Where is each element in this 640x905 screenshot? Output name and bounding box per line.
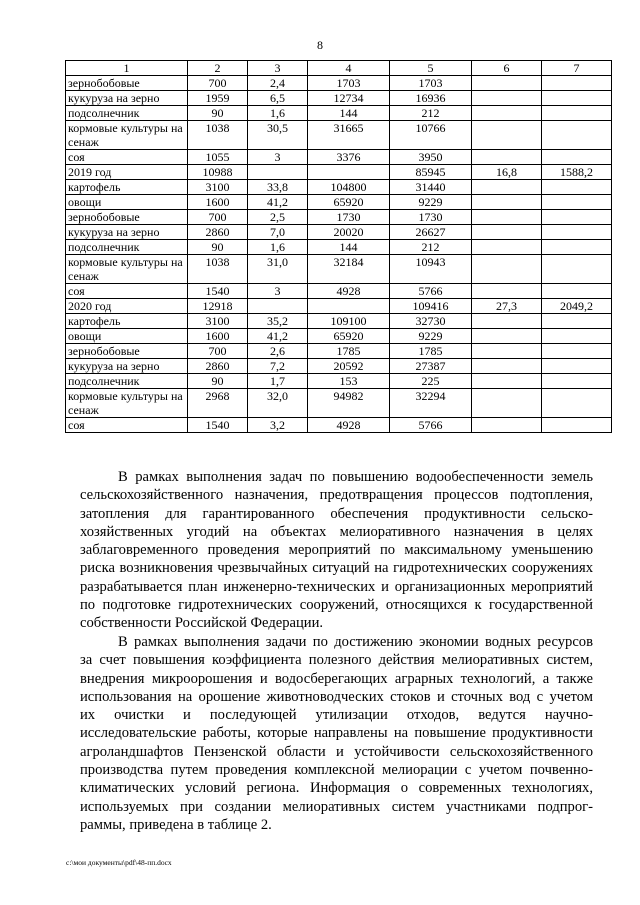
text-line: внедрения микроорошения и водосберегающих аграрных технологий, а также [80, 670, 593, 687]
value-cell [472, 76, 542, 91]
header-cell: 1 [66, 61, 188, 76]
value-cell: 7,2 [248, 359, 308, 374]
value-cell [542, 389, 612, 418]
value-cell [472, 91, 542, 106]
value-cell: 2049,2 [542, 299, 612, 314]
value-cell: 4928 [308, 418, 390, 433]
text-line: сельскохозяйственного назначения, предотвращения процессов подтопления, [80, 487, 593, 504]
value-cell: 65920 [308, 195, 390, 210]
value-cell [472, 389, 542, 418]
value-cell: 225 [390, 374, 472, 389]
text-line: за счет повышения коэффициента полезного действия мелиоративных систем, [80, 652, 593, 669]
header-cell: 7 [542, 61, 612, 76]
value-cell [542, 329, 612, 344]
value-cell: 109100 [308, 314, 390, 329]
table-row [66, 418, 612, 433]
value-cell [542, 240, 612, 255]
value-cell: 90 [188, 106, 248, 121]
value-cell: 3950 [390, 150, 472, 165]
text-line: В рамках выполнения задачи по достижению экономии водных ресурсов [118, 634, 593, 650]
value-cell [542, 106, 612, 121]
value-cell: 90 [188, 240, 248, 255]
table-row [66, 150, 612, 165]
text-line: риска возникновения чрезвычайных ситуаций на гидротехнических сооружениях [80, 560, 593, 577]
value-cell: 1730 [308, 210, 390, 225]
value-cell [472, 106, 542, 121]
value-cell: 32184 [308, 255, 390, 284]
table-header-row [66, 61, 612, 76]
value-cell: 1038 [188, 121, 248, 150]
row-label-cell: зернобобовые [66, 210, 188, 225]
value-cell [472, 255, 542, 284]
value-cell: 1588,2 [542, 165, 612, 180]
value-cell: 212 [390, 106, 472, 121]
row-label-cell: соя [66, 284, 188, 299]
value-cell: 35,2 [248, 314, 308, 329]
value-cell [472, 329, 542, 344]
value-cell: 1959 [188, 91, 248, 106]
table-row [66, 180, 612, 195]
value-cell: 1785 [390, 344, 472, 359]
table-row [66, 314, 612, 329]
file-path-footer: c:\мои документы\pdf\48-пп.docx [66, 858, 172, 867]
value-cell: 2,5 [248, 210, 308, 225]
row-label-cell: соя [66, 418, 188, 433]
text-line: агроландшафтов Пензенской области и устойчивости сельскохозяйственного [80, 743, 593, 760]
row-label-cell: картофель [66, 180, 188, 195]
value-cell: 4928 [308, 284, 390, 299]
text-line: собственности Российской Федерации. [80, 615, 324, 632]
table-row [66, 121, 612, 150]
value-cell: 90 [188, 374, 248, 389]
value-cell: 31440 [390, 180, 472, 195]
value-cell [472, 195, 542, 210]
header-cell: 2 [188, 61, 248, 76]
value-cell: 20592 [308, 359, 390, 374]
value-cell: 153 [308, 374, 390, 389]
value-cell: 3,2 [248, 418, 308, 433]
table-row [66, 225, 612, 240]
value-cell [472, 121, 542, 150]
text-line: используемых при создании мелиоративных систем участниками подпрог- [80, 798, 593, 815]
row-label-cell: соя [66, 150, 188, 165]
value-cell: 104800 [308, 180, 390, 195]
row-label-cell: подсолнечник [66, 240, 188, 255]
value-cell: 31,0 [248, 255, 308, 284]
value-cell: 1600 [188, 195, 248, 210]
value-cell: 26627 [390, 225, 472, 240]
value-cell: 12918 [188, 299, 248, 314]
value-cell [542, 76, 612, 91]
value-cell: 2860 [188, 225, 248, 240]
value-cell: 1600 [188, 329, 248, 344]
value-cell [472, 240, 542, 255]
row-label-cell: кукуруза на зерно [66, 91, 188, 106]
value-cell: 27387 [390, 359, 472, 374]
row-label-cell: овощи [66, 195, 188, 210]
text-line: В рамках выполнения задач по повышению водообеспеченности земель [118, 469, 593, 485]
value-cell [542, 255, 612, 284]
value-cell [472, 150, 542, 165]
value-cell: 2,4 [248, 76, 308, 91]
value-cell: 3376 [308, 150, 390, 165]
header-cell: 5 [390, 61, 472, 76]
row-label-cell: кормовые культуры на сенаж [66, 389, 188, 418]
value-cell: 94982 [308, 389, 390, 418]
value-cell [542, 195, 612, 210]
table-row [66, 299, 612, 314]
text-line: затопления для гарантированного обеспечения продуктивности сельско- [80, 505, 593, 522]
text-line: по подготовке гидротехнических сооружений, относящихся к государственной [80, 597, 593, 614]
value-cell: 9229 [390, 329, 472, 344]
row-label-cell: подсолнечник [66, 106, 188, 121]
row-label-cell: зернобобовые [66, 344, 188, 359]
row-label-cell: кормовые культуры на сенаж [66, 121, 188, 150]
table-row [66, 165, 612, 180]
header-cell: 4 [308, 61, 390, 76]
value-cell [472, 344, 542, 359]
value-cell [472, 284, 542, 299]
table-row [66, 195, 612, 210]
row-label-cell: картофель [66, 314, 188, 329]
text-line: хозяйственных угодий на объектах мелиоративного назначения в целях [80, 523, 593, 540]
value-cell: 3100 [188, 314, 248, 329]
value-cell [472, 314, 542, 329]
value-cell [542, 180, 612, 195]
table-row [66, 255, 612, 284]
value-cell [472, 210, 542, 225]
table-row [66, 240, 612, 255]
row-label-cell: 2020 год [66, 299, 188, 314]
value-cell: 1540 [188, 418, 248, 433]
value-cell: 31665 [308, 121, 390, 150]
value-cell: 2968 [188, 389, 248, 418]
row-label-cell: зернобобовые [66, 76, 188, 91]
value-cell [472, 418, 542, 433]
value-cell [542, 284, 612, 299]
value-cell [472, 180, 542, 195]
value-cell [542, 418, 612, 433]
value-cell: 32294 [390, 389, 472, 418]
value-cell: 1730 [390, 210, 472, 225]
value-cell [542, 344, 612, 359]
value-cell: 33,8 [248, 180, 308, 195]
value-cell: 16,8 [472, 165, 542, 180]
value-cell: 3 [248, 284, 308, 299]
table-row [66, 329, 612, 344]
value-cell: 1,7 [248, 374, 308, 389]
value-cell: 6,5 [248, 91, 308, 106]
value-cell: 5766 [390, 418, 472, 433]
value-cell: 144 [308, 240, 390, 255]
text-line: производства путем проведения комплексной мелиорации с учетом почвенно- [80, 762, 593, 779]
paragraph-water-economy [80, 633, 593, 834]
value-cell [472, 359, 542, 374]
value-cell [542, 91, 612, 106]
value-cell: 2860 [188, 359, 248, 374]
value-cell [308, 299, 390, 314]
value-cell: 32,0 [248, 389, 308, 418]
row-label-cell: кормовые культуры на сенаж [66, 255, 188, 284]
value-cell: 27,3 [472, 299, 542, 314]
table-row [66, 374, 612, 389]
value-cell: 700 [188, 344, 248, 359]
text-line: заблаговременного проведения мероприятий по максимальному уменьшению [80, 542, 593, 559]
value-cell: 212 [390, 240, 472, 255]
value-cell: 1785 [308, 344, 390, 359]
value-cell: 1,6 [248, 106, 308, 121]
header-cell: 3 [248, 61, 308, 76]
text-line: раммы, приведена в таблице 2. [80, 816, 272, 833]
value-cell: 109416 [390, 299, 472, 314]
value-cell: 1038 [188, 255, 248, 284]
value-cell: 144 [308, 106, 390, 121]
row-label-cell: овощи [66, 329, 188, 344]
value-cell [542, 210, 612, 225]
value-cell [472, 374, 542, 389]
table-row [66, 106, 612, 121]
value-cell: 10766 [390, 121, 472, 150]
value-cell [542, 374, 612, 389]
value-cell: 9229 [390, 195, 472, 210]
text-line: исследовательские работы, которые направлены на повышение продуктивности [80, 725, 593, 742]
value-cell: 1540 [188, 284, 248, 299]
paragraph-water-supply [80, 468, 593, 633]
value-cell [542, 150, 612, 165]
value-cell: 2,6 [248, 344, 308, 359]
value-cell [472, 225, 542, 240]
data-table [65, 60, 612, 433]
value-cell: 1703 [390, 76, 472, 91]
text-line: использования на орошение животноводческих стоков и сточных вод с учетом [80, 688, 593, 705]
value-cell [248, 299, 308, 314]
table-row [66, 210, 612, 225]
table-row [66, 91, 612, 106]
row-label-cell: подсолнечник [66, 374, 188, 389]
text-line: разрабатывается план инженерно-технических и организационных мероприятий [80, 578, 593, 595]
value-cell: 41,2 [248, 195, 308, 210]
value-cell [542, 314, 612, 329]
value-cell: 20020 [308, 225, 390, 240]
header-cell: 6 [472, 61, 542, 76]
value-cell: 16936 [390, 91, 472, 106]
text-line: их очистки и последующей утилизации отходов, ведутся научно- [80, 707, 593, 724]
value-cell: 1,6 [248, 240, 308, 255]
value-cell [308, 165, 390, 180]
row-label-cell: 2019 год [66, 165, 188, 180]
value-cell [542, 121, 612, 150]
value-cell: 85945 [390, 165, 472, 180]
value-cell [248, 165, 308, 180]
text-line: климатических условий региона. Информация о современных технологиях, [80, 780, 593, 797]
page-number: 8 [317, 38, 323, 52]
table-row [66, 284, 612, 299]
value-cell: 1055 [188, 150, 248, 165]
table-row [66, 344, 612, 359]
value-cell: 5766 [390, 284, 472, 299]
value-cell: 700 [188, 76, 248, 91]
value-cell: 3100 [188, 180, 248, 195]
value-cell: 30,5 [248, 121, 308, 150]
value-cell: 10988 [188, 165, 248, 180]
value-cell: 3 [248, 150, 308, 165]
value-cell [542, 225, 612, 240]
value-cell [542, 359, 612, 374]
value-cell: 41,2 [248, 329, 308, 344]
table-row [66, 389, 612, 418]
value-cell: 1703 [308, 76, 390, 91]
value-cell: 12734 [308, 91, 390, 106]
value-cell: 700 [188, 210, 248, 225]
value-cell: 65920 [308, 329, 390, 344]
value-cell: 10943 [390, 255, 472, 284]
row-label-cell: кукуруза на зерно [66, 225, 188, 240]
row-label-cell: кукуруза на зерно [66, 359, 188, 374]
table-row [66, 76, 612, 91]
value-cell: 7,0 [248, 225, 308, 240]
table-row [66, 359, 612, 374]
value-cell: 32730 [390, 314, 472, 329]
